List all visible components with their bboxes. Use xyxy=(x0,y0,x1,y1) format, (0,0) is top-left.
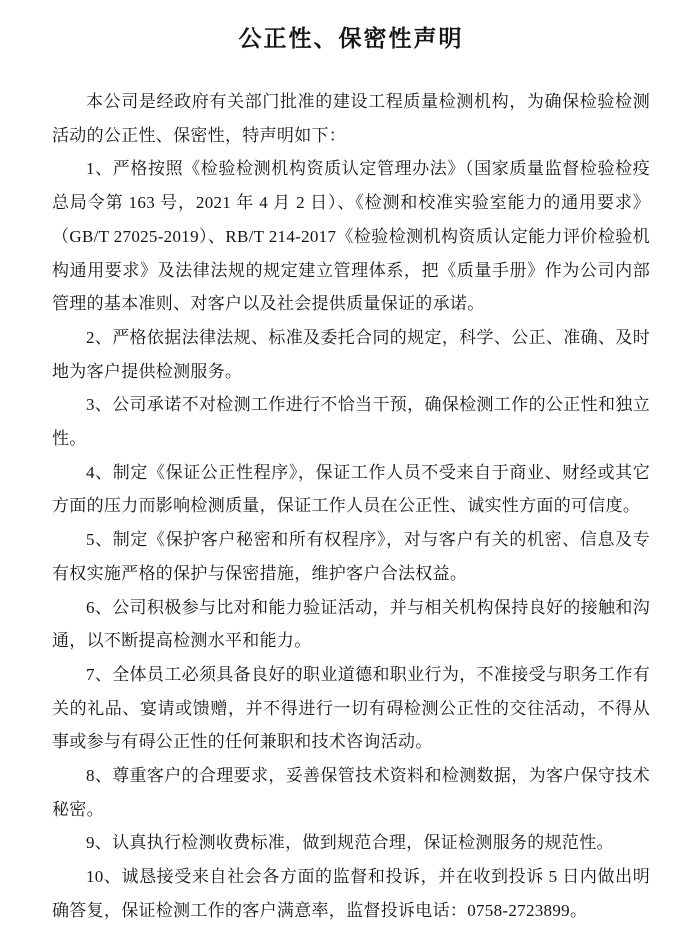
statement-item-7: 7、全体员工必须具备良好的职业道德和职业行为，不准接受与职务工作有关的礼品、宴请或馈赠，并不得进行一切有碍检测公正性的交往活动，不得从事或参与有碍公正性的任何兼职和技术咨询活动。 xyxy=(52,664,650,752)
statement-item-5: 5、制定《保护客户秘密和所有权程序》，对与客户有关的机密、信息及专有权实施严格的保护与保密措施，维护客户合法权益。 xyxy=(52,530,650,583)
statement-item-2: 2、严格依据法律法规、标准及委托合同的规定，科学、公正、准确、及时地为客户提供检测服务。 xyxy=(52,327,650,381)
statement-item-10: 10、诚恳接受来自社会各方面的监督和投诉，并在收到投诉 5 日内做出明确答复，保证检测工作的客户满意率，监督投诉电话：0758-2723899。 xyxy=(52,867,650,920)
statement-item-9: 9、认真执行检测收费标准，做到规范合理，保证检测服务的规范性。 xyxy=(86,833,614,853)
statement-item-4: 4、制定《保证公正性程序》，保证工作人员不受来自于商业、财经或其它方面的压力而影响检测质量，保证工作人员在公正性、诚实性方面的可信度。 xyxy=(52,462,650,516)
statement-item-6: 6、公司积极参与比对和能力验证活动，并与相关机构保持良好的接触和沟通，以不断提高检测水平和能力。 xyxy=(52,597,650,651)
document-title: 公正性、保密性声明 xyxy=(238,26,464,51)
statement-item-1: 1、严格按照《检验检测机构资质认定管理办法》（国家质量监督检验检疫总局令第 163 号，2021 年 4 月 2 日）、《检测和校准实验室能力的通用要求》（GB/T 27025-2019）、RB/T 214-2017《检验检测机构资质认定能力评价检验机构通用要求》及法律法规的规定建立管理体系，把《质量手册》作为公司内部管理的基本准则、对客户以及社会提供质量保证的承诺。 xyxy=(52,159,650,314)
intro-paragraph: 本公司是经政府有关部门批准的建设工程质量检测机构，为确保检验检测活动的公正性、保密性，特声明如下： xyxy=(52,92,650,145)
statement-item-3: 3、公司承诺不对检测工作进行不恰当干预，确保检测工作的公正性和独立性。 xyxy=(52,395,650,449)
statement-item-8: 8、尊重客户的合理要求，妥善保管技术资料和检测数据，为客户保守技术秘密。 xyxy=(52,766,650,819)
